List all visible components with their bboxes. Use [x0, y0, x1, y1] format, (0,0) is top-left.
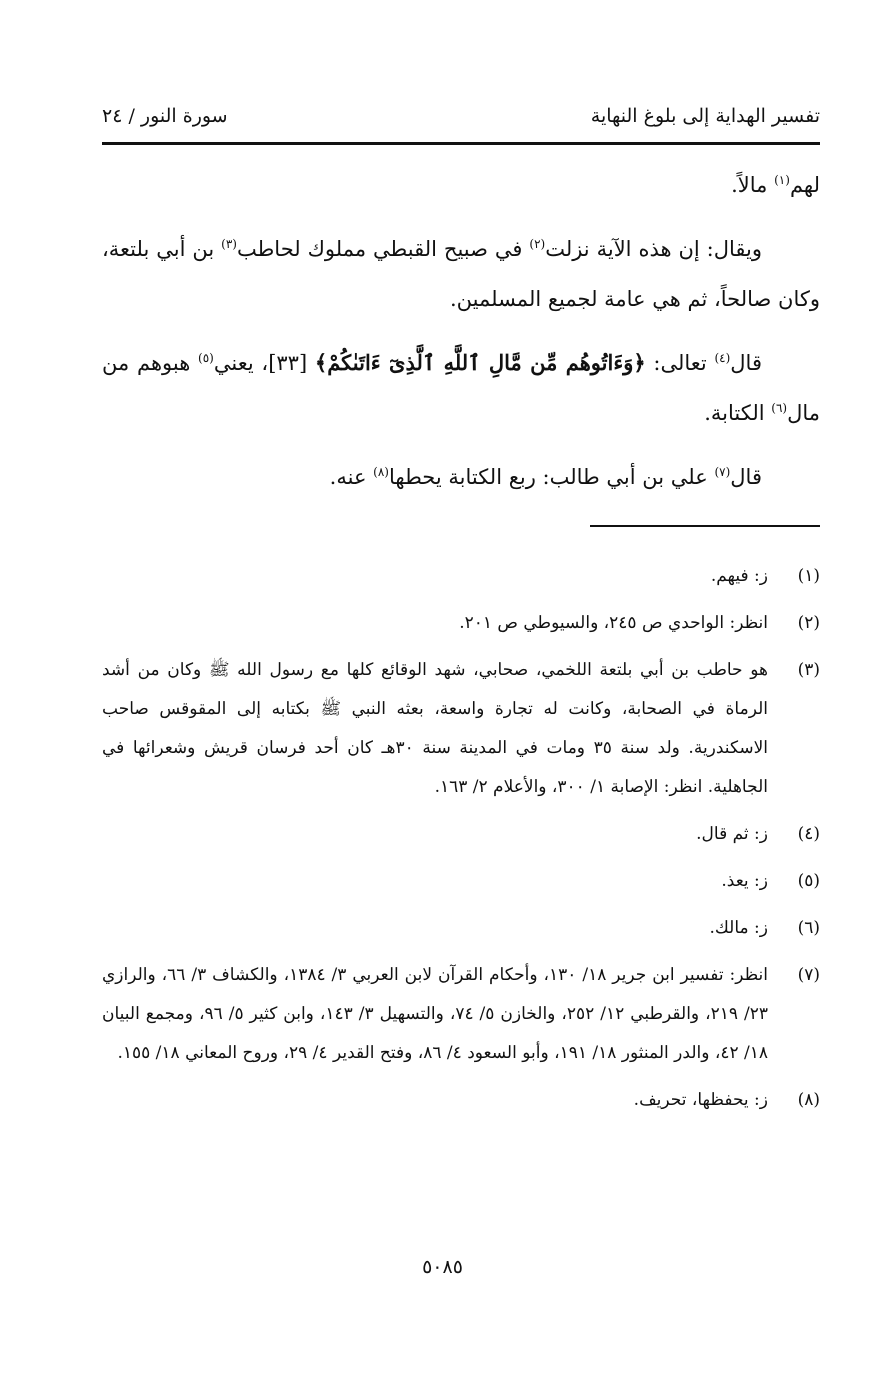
footnote-ref: (٨): [373, 465, 389, 479]
text-run: بن أبي بلتعة، وكان صالحاً، ثم هي عامة لجميع المسلمين.: [102, 237, 820, 311]
footnote-ref: (٣): [221, 237, 237, 251]
paragraph-4: [102, 452, 820, 502]
text-run: لهم: [789, 173, 820, 197]
footnote-text: انظر: تفسير ابن جرير ١٨/ ١٣٠، وأحكام القرآن لابن العربي ٣/ ١٣٨٤، والكشاف ٣/ ٦٦، والرازي ٢٣/ ٢١٩، والقرطبي ١٢/ ٢٥٢، والخازن ٥/ ٧٤، والتسهيل ٣/ ١٤٣، وابن كثير ٥/ ٩٦، ومجمع البيان ١٨/ ٤٢، والدر المنثور ١٨/ ١٩١، وأبو السعود ٤/ ٨٦، وفتح القدير ٤/ ٢٩، وروح المعاني ١٨/ ١٥٥.: [102, 965, 768, 1063]
footnote-number: (٣): [797, 660, 820, 680]
footnote-ref: (٢): [529, 237, 546, 251]
footnote-ref: (١): [774, 173, 790, 187]
footnote-ref: (٤): [714, 351, 731, 365]
footnote-number: (٨): [797, 1090, 820, 1110]
footnote-7: [102, 956, 820, 1073]
footnote-number: (٤): [797, 824, 820, 844]
quran-verse: ﴿وَءَاتُوهُم مِّن مَّالِ ٱللَّهِ ٱلَّذِىٓ ءَاتَىٰكُمْ﴾: [314, 350, 646, 375]
text-run: [٣٣]، يعني: [213, 351, 315, 375]
footnote-3: [102, 651, 820, 807]
header-divider: [102, 142, 820, 145]
text-run: قال: [730, 351, 762, 375]
footnote-8: [102, 1081, 820, 1120]
footnote-number: (١): [797, 566, 820, 586]
footnote-number: (٢): [797, 613, 820, 633]
paragraph-1: [102, 160, 820, 210]
page-number: ٥٠٨٥: [422, 1256, 463, 1278]
footnote-number: (٧): [797, 965, 820, 985]
text-run: الكتابة.: [704, 401, 772, 425]
text-run: عنه.: [329, 465, 374, 489]
text-run: قال: [730, 465, 762, 489]
footnote-text: انظر: الواحدي ص ٢٤٥، والسيوطي ص ٢٠١.: [459, 613, 768, 633]
footnote-text: ز: مالك.: [709, 918, 768, 938]
book-title: تفسير الهداية إلى بلوغ النهاية: [590, 105, 820, 127]
paragraph-3: [102, 338, 820, 438]
footnote-ref: (٧): [714, 465, 731, 479]
footnote-number: (٦): [797, 918, 820, 938]
text-run: علي بن أبي طالب: ربع الكتابة يحطها: [388, 465, 715, 489]
footnote-text: هو حاطب بن أبي بلتعة اللخمي، صحابي، شهد الوقائع كلها مع رسول الله ﷺ وكان من أشد الرماة في الصحابة، وكانت له تجارة واسعة، بعثه النبي ﷺ بكتابه إلى المقوقس صاحب الاسكندرية. ولد سنة ٣٥ ومات في المدينة سنة ٣٠هـ كان أحد فرسان قريش وشعرائها في الجاهلية. انظر: الإصابة ١/ ٣٠٠، والأعلام ٢/ ١٦٣.: [102, 660, 769, 797]
footnote-text: ز: فيهم.: [710, 566, 768, 586]
footnote-6: [102, 909, 820, 948]
running-header: [102, 96, 820, 136]
text-run: في صبيح القبطي مملوك لحاطب: [236, 237, 530, 261]
text-run: هبوهم من مال: [102, 351, 820, 425]
footnote-text: ز: يعذ.: [721, 871, 768, 891]
footnote-ref: (٦): [771, 401, 788, 415]
footnote-4: [102, 815, 820, 854]
text-run: تعالى:: [645, 351, 715, 375]
paragraph-2: [102, 224, 820, 324]
footnote-text: ز: ثم قال.: [696, 824, 768, 844]
footnote-number: (٥): [797, 871, 820, 891]
main-text: [102, 160, 820, 516]
footnote-2: [102, 604, 820, 643]
footnote-text: ز: يحفظها، تحريف.: [633, 1090, 768, 1110]
surah-and-page: سورة النور / ٢٤: [102, 105, 228, 127]
footnote-ref: (٥): [198, 351, 214, 365]
text-run: ويقال: إن هذه الآية نزلت: [545, 237, 763, 261]
footnote-5: [102, 862, 820, 901]
footnote-1: [102, 557, 820, 596]
footnote-divider: [590, 525, 820, 527]
footnotes: [102, 557, 820, 1128]
text-run: مالاً.: [731, 173, 775, 197]
